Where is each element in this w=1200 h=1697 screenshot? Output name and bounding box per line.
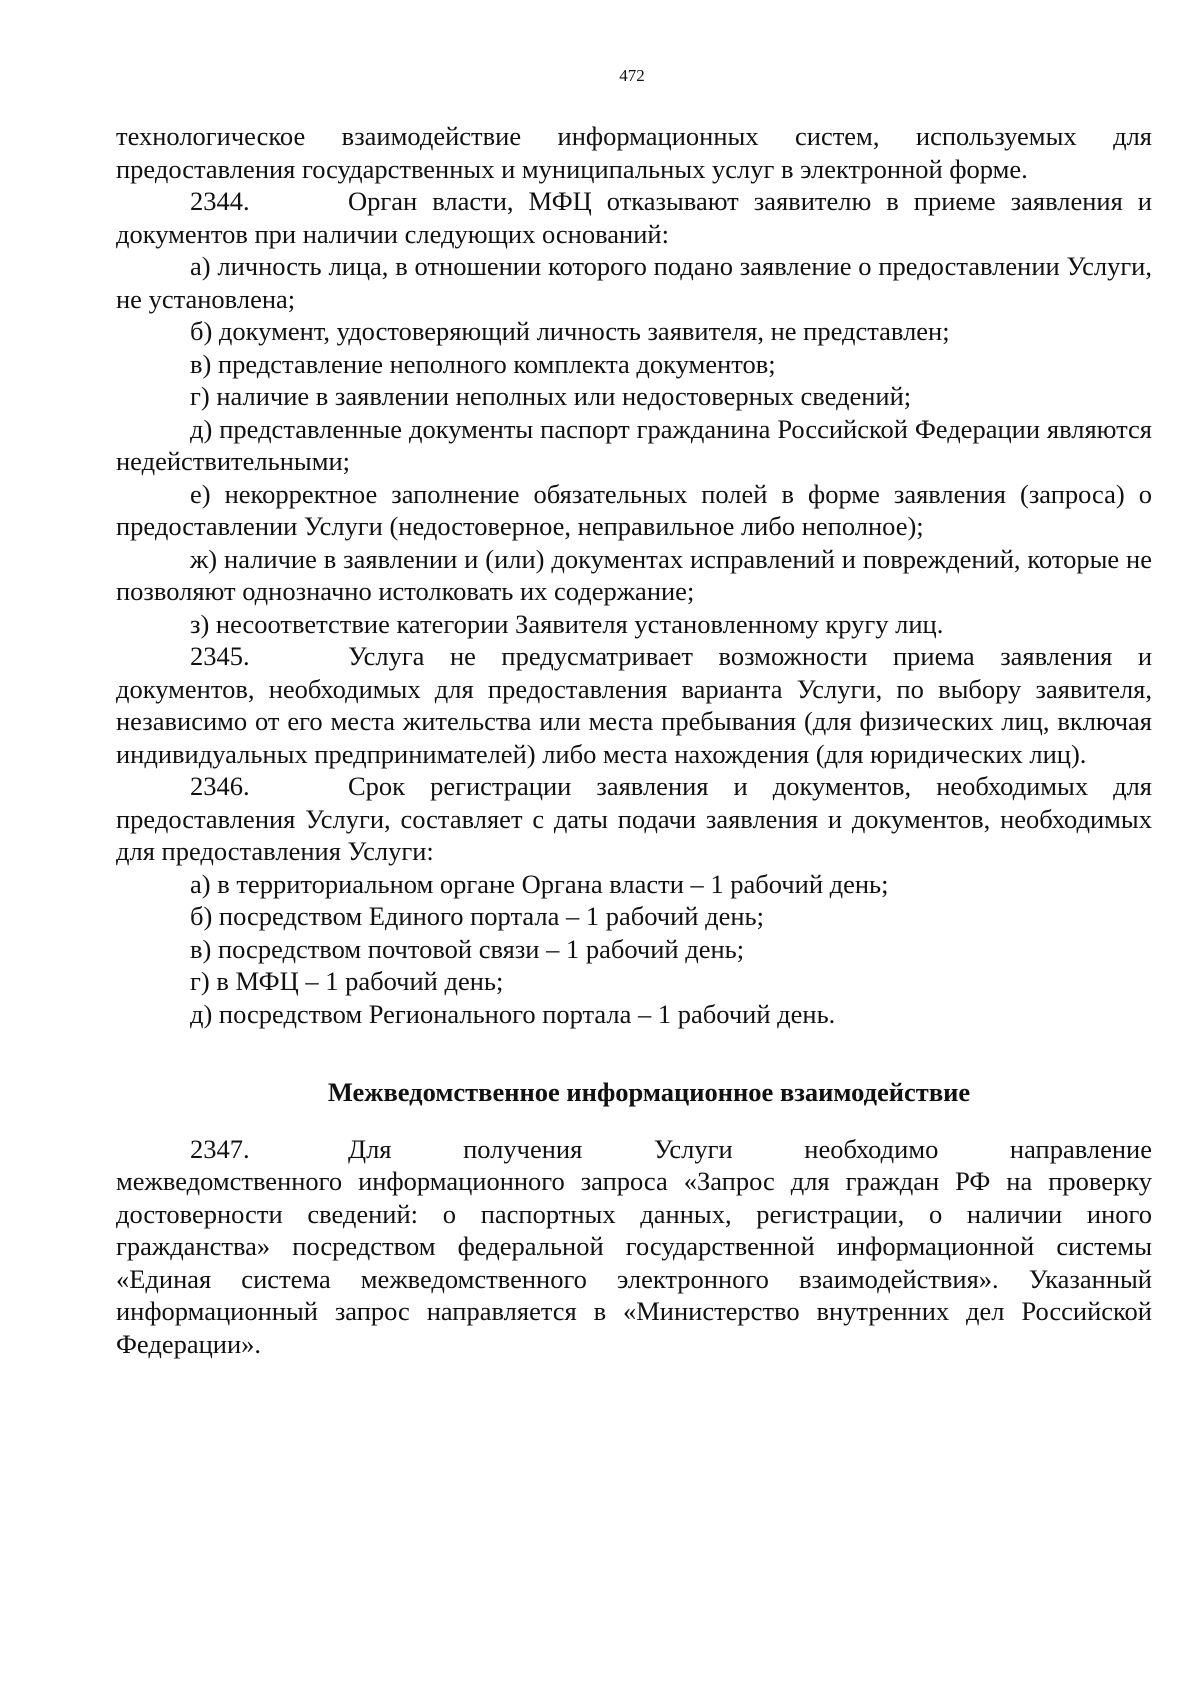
- list-item-2344-v: в) представление неполного комплекта документов;: [190, 348, 776, 379]
- list-item-2344-e: е) некорректное заполнение обязательных полей в форме заявления (запроса) о предоставлении Услуги (недостоверное, неправильное либо неполное);: [116, 478, 1152, 541]
- paragraph-number: 2347.: [190, 1133, 250, 1164]
- document-body: [116, 120, 1152, 1360]
- list-item-2346-b: б) посредством Единого портала – 1 рабочий день;: [190, 901, 764, 931]
- paragraph-intro: технологическое взаимодействие информационных систем, используемых для предоставления государственных и муниципальных услуг в электронной форме.: [116, 121, 1152, 184]
- paragraph-number: 2345.: [190, 641, 250, 671]
- list-item-2344-a: а) личность лица, в отношении которого подано заявление о предоставлении Услуги, не установлена;: [116, 251, 1152, 314]
- list-item-2346-a: а) в территориальном органе Органа власти – 1 рабочий день;: [190, 868, 889, 899]
- paragraph-number: 2344.: [190, 186, 250, 216]
- page-number: 472: [619, 66, 645, 85]
- paragraph-text: Срок регистрации заявления и документов, необходимых для предоставления Услуги, составляет с даты подачи заявления и документов, необходимых для предоставления Услуги:: [116, 771, 1152, 866]
- list-item-2344-d: д) представленные документы паспорт гражданина Российской Федерации являются недействительными;: [116, 413, 1152, 476]
- list-item-2344-g: г) наличие в заявлении неполных или недостоверных сведений;: [190, 381, 912, 411]
- paragraph-2346: [116, 770, 1152, 868]
- list-item-2346-d: д) посредством Регионального портала – 1 рабочий день.: [190, 998, 836, 1029]
- paragraph-text: Орган власти, МФЦ отказывают заявителю в приеме заявления и документов при наличии следующих оснований:: [116, 186, 1152, 249]
- list-item-2344-z: з) несоответствие категории Заявителя установленному кругу лиц.: [190, 608, 944, 639]
- paragraph-number: 2346.: [190, 771, 250, 801]
- paragraph-2347: межведомственного информационного запроса «Запрос для граждан РФ на проверку достоверности сведений: о паспортных данных, регистрации, о наличии иного гражданства» посредством федеральной государственной информационной системы «Единая система межведомственного электронного взаимодействия». Указанный информационный запрос направляется в «Министерство внутренних дел Российской Федерации».: [116, 1166, 1152, 1359]
- paragraph-text: Услуга не предусматривает возможности приема заявления и документов, необходимых для предоставления варианта Услуги, по выбору заявителя, независимо от его места жительства или места пребывания (для физических лиц, включая индивидуальных предпринимателей) либо места нахождения (для юридических лиц).: [116, 641, 1152, 769]
- paragraph-2344: [116, 185, 1152, 250]
- section-heading: Межведомственное информационное взаимодействие: [327, 1077, 971, 1107]
- list-item-2344-b: б) документ, удостоверяющий личность заявителя, не представлен;: [190, 316, 950, 346]
- paragraph-2347-first-line: [116, 1133, 1152, 1166]
- paragraph-2345: [116, 640, 1152, 770]
- list-item-2346-g: г) в МФЦ – 1 рабочий день;: [190, 966, 504, 996]
- paragraph-text-first-line: Для получения Услуги необходимо направление: [348, 1133, 1152, 1164]
- list-item-2344-zh: ж) наличие в заявлении и (или) документах исправлений и повреждений, которые не позволяют однозначно истолковать их содержание;: [116, 543, 1152, 606]
- list-item-2346-v: в) посредством почтовой связи – 1 рабочий день;: [190, 933, 745, 964]
